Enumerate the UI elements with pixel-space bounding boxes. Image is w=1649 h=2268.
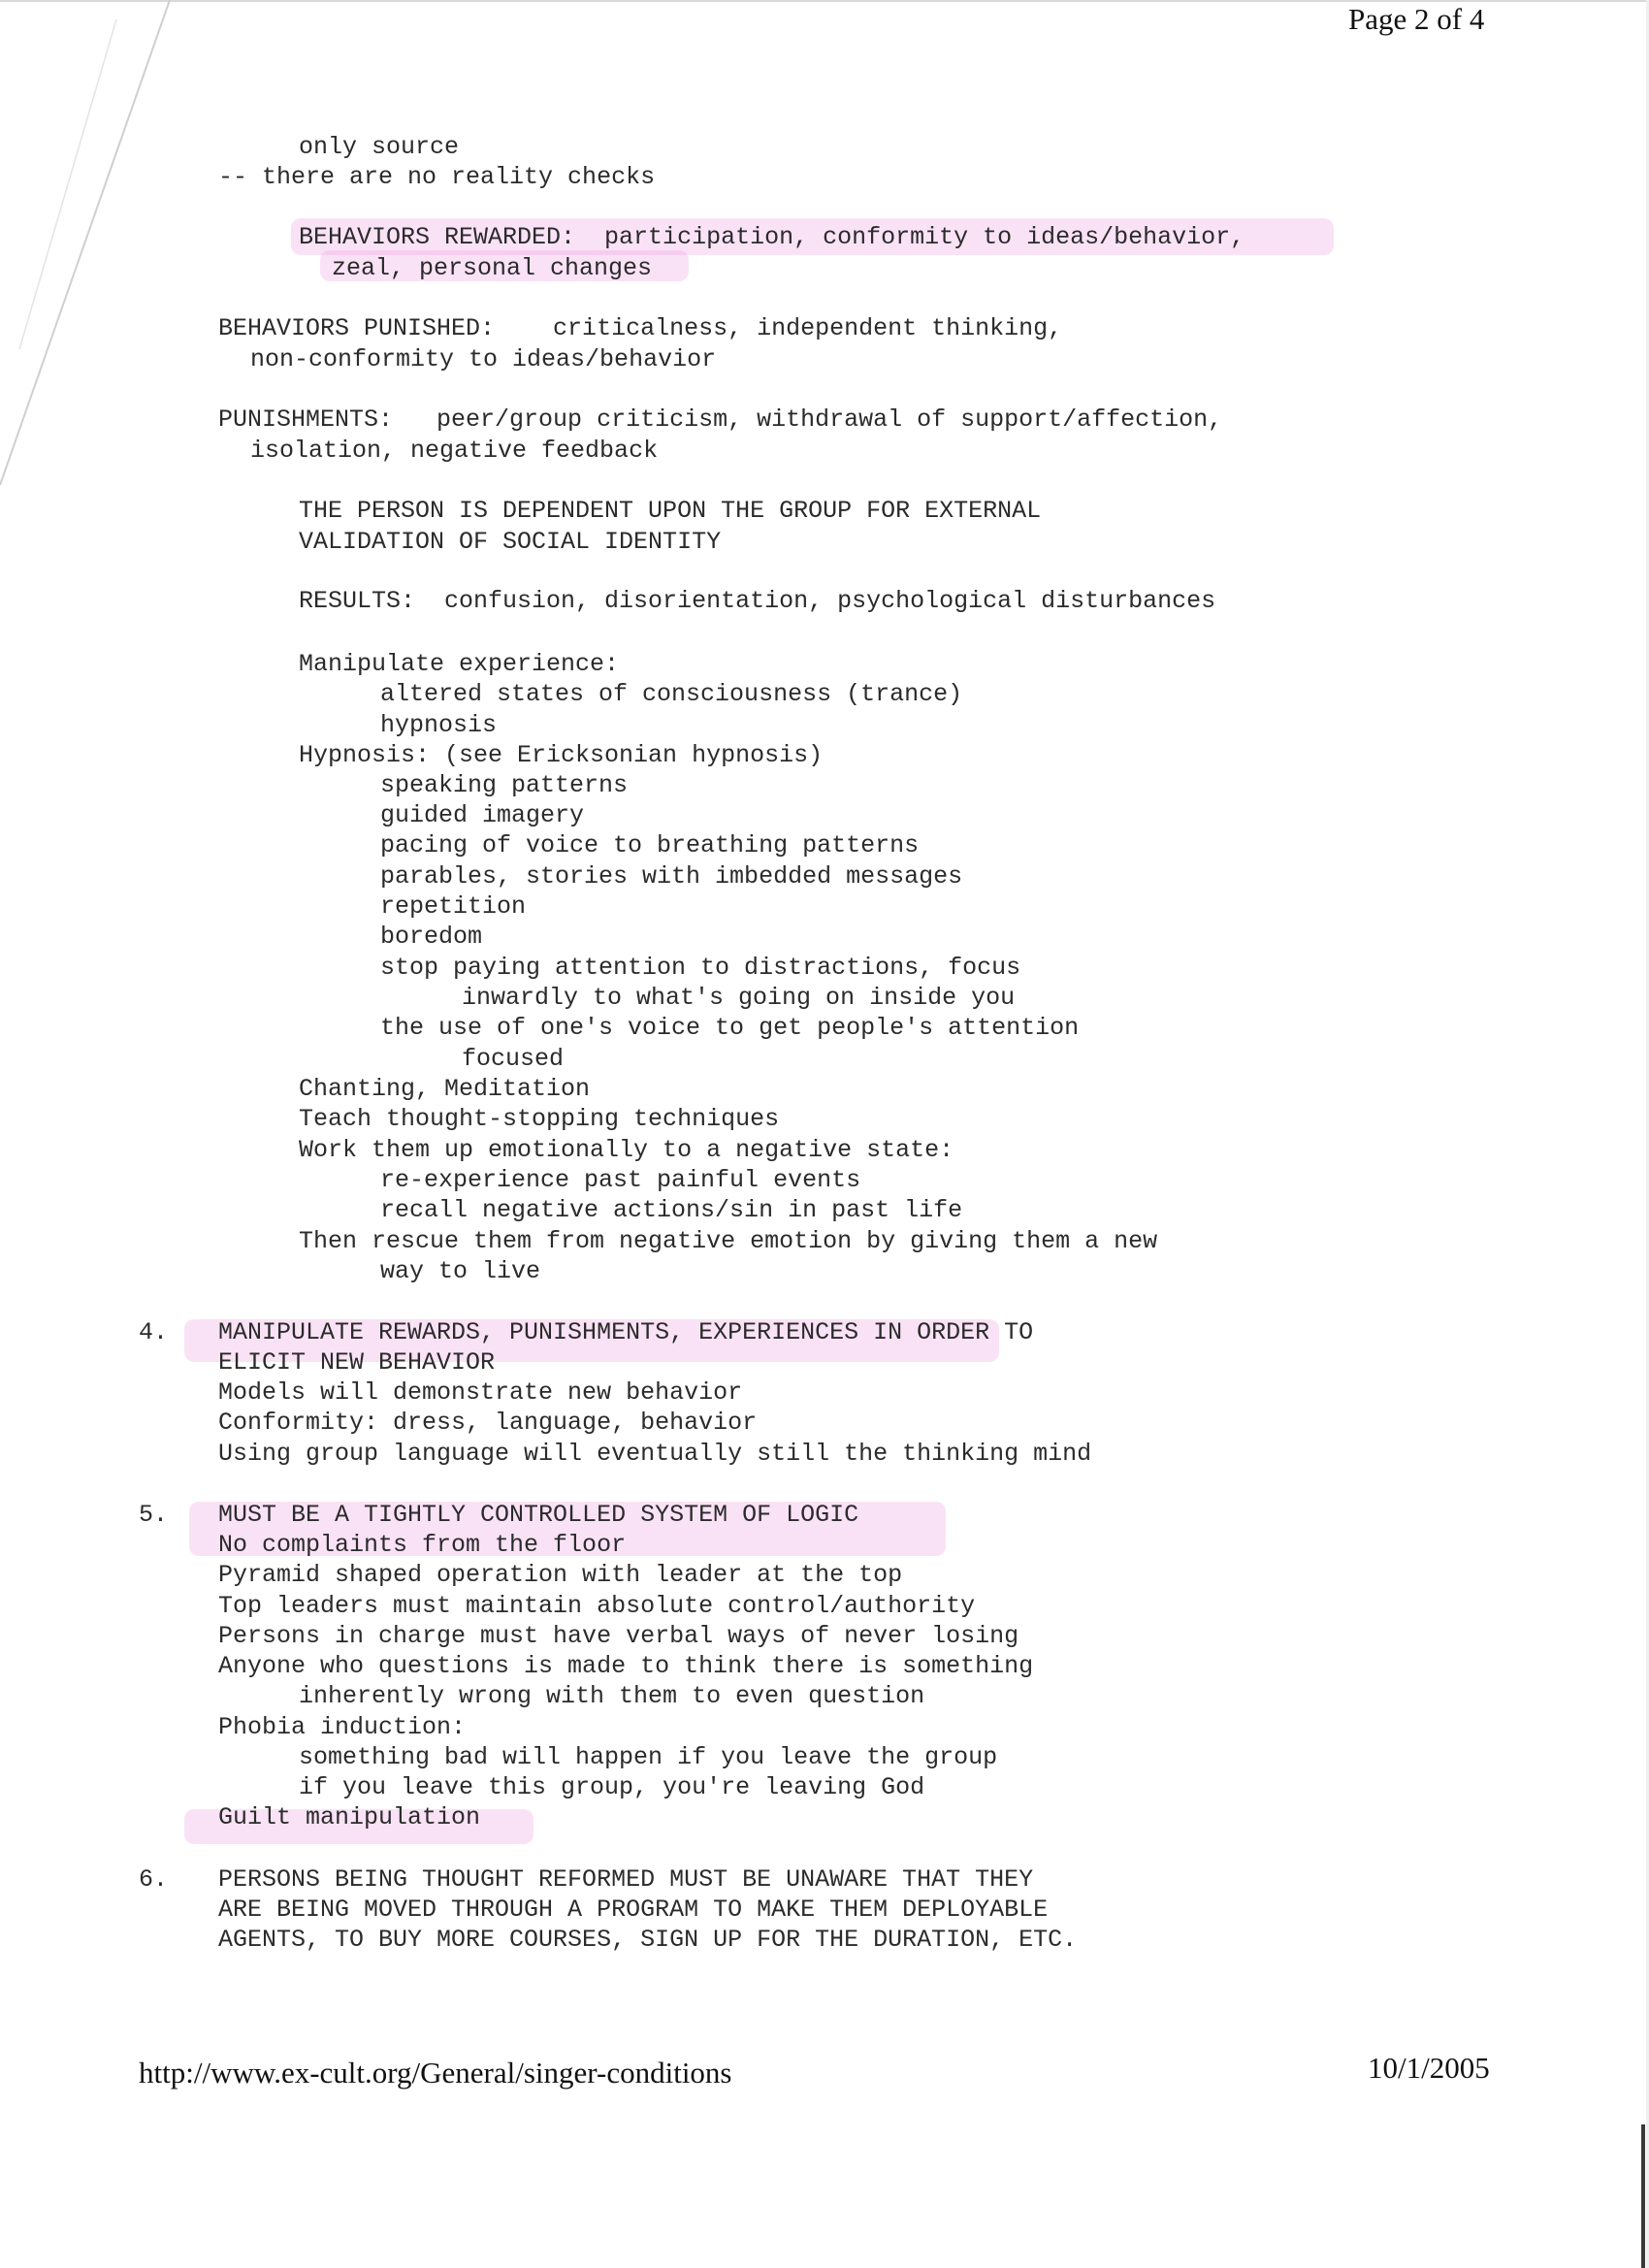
text-line: guided imagery <box>380 801 585 829</box>
text-line: something bad will happen if you leave the group <box>299 1743 998 1771</box>
text-line: recall negative actions/sin in past life <box>380 1196 963 1224</box>
text-line: Pyramid shaped operation with leader at the top <box>218 1561 903 1589</box>
paper-fold-mark <box>0 0 194 504</box>
text-line: Persons in charge must have verbal ways of never losing <box>218 1622 1019 1650</box>
text-line: inwardly to what's going on inside you <box>462 984 1016 1012</box>
text-line: repetition <box>380 892 527 921</box>
text-line: parables, stories with imbedded messages <box>380 862 963 891</box>
text-line: Work them up emotionally to a negative state: <box>299 1136 954 1164</box>
text-line: Then rescue them from negative emotion by giving them a new <box>299 1227 1158 1255</box>
text-line: way to live <box>380 1257 541 1285</box>
page-number: Page 2 of 4 <box>1348 2 1485 36</box>
text-line: stop paying attention to distractions, focus <box>380 954 1021 982</box>
text-line: BEHAVIORS REWARDED: participation, conformity to ideas/behavior, <box>299 223 1245 251</box>
text-line: hypnosis <box>380 711 498 739</box>
text-line: THE PERSON IS DEPENDENT UPON THE GROUP FOR EXTERNAL <box>299 497 1042 525</box>
text-line: No complaints from the floor <box>218 1531 627 1559</box>
text-line: Anyone who questions is made to think there is something <box>218 1652 1034 1680</box>
text-line: the use of one's voice to get people's attention <box>380 1014 1080 1042</box>
text-line: boredom <box>380 923 483 951</box>
text-line: AGENTS, TO BUY MORE COURSES, SIGN UP FOR THE DURATION, ETC. <box>218 1926 1078 1954</box>
text-line: PUNISHMENTS: peer/group criticism, withdrawal of support/affection, <box>218 405 1223 434</box>
text-line: Using group language will eventually still the thinking mind <box>218 1440 1092 1468</box>
text-line: zeal, personal changes <box>332 254 653 282</box>
text-line: pacing of voice to breathing patterns <box>380 831 920 859</box>
text-line: PERSONS BEING THOUGHT REFORMED MUST BE UNAWARE THAT THEY <box>218 1865 1034 1894</box>
text-line: Top leaders must maintain absolute control/authority <box>218 1592 976 1620</box>
text-line: if you leave this group, you're leaving God <box>299 1773 925 1801</box>
text-line: ELICIT NEW BEHAVIOR <box>218 1348 496 1377</box>
item-number-5: 5. <box>139 1501 169 1529</box>
text-line: isolation, negative feedback <box>250 437 659 465</box>
text-line: Models will demonstrate new behavior <box>218 1378 743 1407</box>
text-line: MANIPULATE REWARDS, PUNISHMENTS, EXPERIENCES IN ORDER TO <box>218 1318 1034 1346</box>
text-line: Manipulate experience: <box>299 650 620 678</box>
text-line: non-conformity to ideas/behavior <box>250 345 717 373</box>
text-line: altered states of consciousness (trance) <box>380 680 963 708</box>
text-line: Guilt manipulation <box>218 1803 481 1831</box>
text-line: -- there are no reality checks <box>218 163 656 191</box>
footer-date: 10/1/2005 <box>1368 2051 1490 2085</box>
text-line: ARE BEING MOVED THROUGH A PROGRAM TO MAKE THEM DEPLOYABLE <box>218 1895 1049 1924</box>
text-line: Phobia induction: <box>218 1713 467 1741</box>
item-number-6: 6. <box>139 1865 169 1894</box>
item-number-4: 4. <box>139 1318 169 1346</box>
text-line: MUST BE A TIGHTLY CONTROLLED SYSTEM OF LOGIC <box>218 1501 859 1529</box>
text-line: Conformity: dress, language, behavior <box>218 1409 758 1437</box>
text-line: speaking patterns <box>380 771 629 799</box>
text-line: Hypnosis: (see Ericksonian hypnosis) <box>299 741 824 769</box>
text-line: inherently wrong with them to even question <box>299 1682 925 1710</box>
scan-edge-mark <box>1641 2124 1645 2268</box>
text-line: re-experience past painful events <box>380 1166 861 1194</box>
text-line: only source <box>299 133 460 161</box>
text-line: Chanting, Meditation <box>299 1075 591 1103</box>
footer-url: http://www.ex-cult.org/General/singer-conditions <box>139 2056 732 2090</box>
text-line: BEHAVIORS PUNISHED: criticalness, independent thinking, <box>218 314 1063 342</box>
text-line: VALIDATION OF SOCIAL IDENTITY <box>299 528 722 556</box>
text-line: focused <box>462 1045 565 1073</box>
text-line: RESULTS: confusion, disorientation, psychological disturbances <box>299 587 1216 615</box>
text-line: Teach thought-stopping techniques <box>299 1105 780 1133</box>
